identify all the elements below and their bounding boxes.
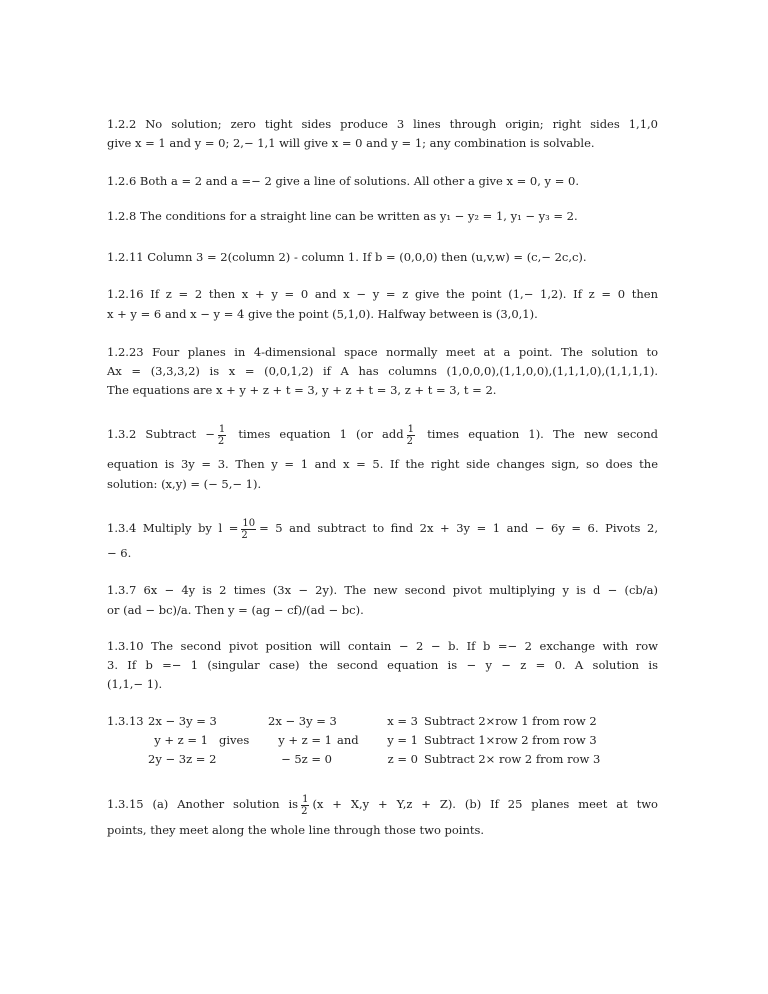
text-line: 1.2.6 Both a = 2 and a =− 2 give a line of solutions. All other a give x = 0, y = 0. bbox=[107, 174, 579, 188]
text-line: x + y = 6 and x − y = 4 give the point (5,1,0). Halfway between is (3,0,1). bbox=[107, 307, 538, 321]
text-line: give x = 1 and y = 0; 2,− 1,1 will give x = 0 and y = 1; any combination is solvable. bbox=[107, 136, 595, 150]
equation: y = 1 bbox=[387, 733, 418, 747]
text: and bbox=[337, 733, 359, 747]
equation: 2x − 3y = 3 bbox=[148, 714, 217, 728]
equation: − 5z = 0 bbox=[281, 752, 332, 766]
text-line: 1.2.11 Column 3 = 2(column 2) - column 1. If b = (0,0,0) then (u,v,w) = (c,− 2c,c). bbox=[107, 250, 587, 264]
fraction: $\frac{10}{2}$ bbox=[241, 517, 256, 541]
text: Subtract 2×row 1 from row 2 bbox=[424, 714, 597, 728]
text: 1.3.2 Subtract − bbox=[107, 427, 215, 441]
text-line: equation is 3y = 3. Then y = 1 and x = 5. If the right side changes sign, so does the bbox=[107, 457, 658, 471]
fraction: $\frac{1}{2}$ bbox=[301, 793, 309, 817]
text-line-with-fractions bbox=[107, 420, 658, 448]
text: 1.3.4 Multiply by l = bbox=[107, 521, 239, 535]
problem-label: 1.3.13 bbox=[107, 714, 144, 728]
text-line: 1.3.7 6x − 4y is 2 times (3x − 2y). The new second pivot multiplying y is d − (cb/a) bbox=[107, 583, 658, 597]
text-line: points, they meet along the whole line through those two points. bbox=[107, 823, 485, 837]
equation: x = 3 bbox=[387, 714, 418, 728]
equation: y + z = 1 bbox=[154, 733, 208, 747]
text-line: 1.2.2 No solution; zero tight sides produce 3 lines through origin; right sides 1,1,0 bbox=[107, 117, 658, 131]
text-line: Ax = (3,3,3,2) is x = (0,0,1,2) if A has columns (1,0,0,0),(1,1,0,0),(1,1,1,0),(1,1,1,1). bbox=[107, 364, 658, 378]
text: times equation 1). The new second bbox=[427, 427, 658, 441]
text-line: (1,1,− 1). bbox=[107, 677, 163, 691]
text: = 5 and subtract to find 2x + 3y = 1 and − 6y = 6. Pivots 2, bbox=[259, 521, 658, 535]
equation: 2y − 3z = 2 bbox=[148, 752, 217, 766]
text-line: The equations are x + y + z + t = 3, y + z + t = 3, z + t = 3, t = 2. bbox=[107, 383, 497, 397]
text-line: − 6. bbox=[107, 546, 132, 560]
text-line: or (ad − bc)/a. Then y = (ag − cf)/(ad − bc). bbox=[107, 603, 364, 617]
text-line-with-fractions bbox=[107, 514, 658, 542]
equation: 2x − 3y = 3 bbox=[268, 714, 337, 728]
text: 1.3.15 (a) Another solution is bbox=[107, 797, 299, 811]
equation: y + z = 1 bbox=[278, 733, 332, 747]
fraction: $\frac{1}{2}$ bbox=[217, 423, 226, 447]
text: gives bbox=[219, 733, 250, 747]
text-line-with-fractions bbox=[107, 790, 658, 818]
text: Subtract 2× row 2 from row 3 bbox=[424, 752, 601, 766]
fraction: $\frac{1}{2}$ bbox=[406, 423, 415, 447]
text-line: solution: (x,y) = (− 5,− 1). bbox=[107, 477, 262, 491]
text-line: 1.2.23 Four planes in 4-dimensional space normally meet at a point. The solution to bbox=[107, 345, 658, 359]
equation: z = 0 bbox=[387, 752, 418, 766]
text: times equation 1 (or add bbox=[238, 427, 404, 441]
text: Subtract 1×row 2 from row 3 bbox=[424, 733, 597, 747]
text-line: 3. If b =− 1 (singular case) the second equation is − y − z = 0. A solution is bbox=[107, 658, 658, 672]
text: (x + X,y + Y,z + Z). (b) If 25 planes meet at two bbox=[312, 797, 658, 811]
text-line: 1.2.16 If z = 2 then x + y = 0 and x − y = z give the point (1,− 1,2). If z = 0 then bbox=[107, 287, 658, 301]
text-line: 1.2.8 The conditions for a straight line can be written as y₁ − y₂ = 1, y₁ − y₃ = 2. bbox=[107, 209, 578, 223]
text-line: 1.3.10 The second pivot position will contain − 2 − b. If b =− 2 exchange with row bbox=[107, 639, 658, 653]
